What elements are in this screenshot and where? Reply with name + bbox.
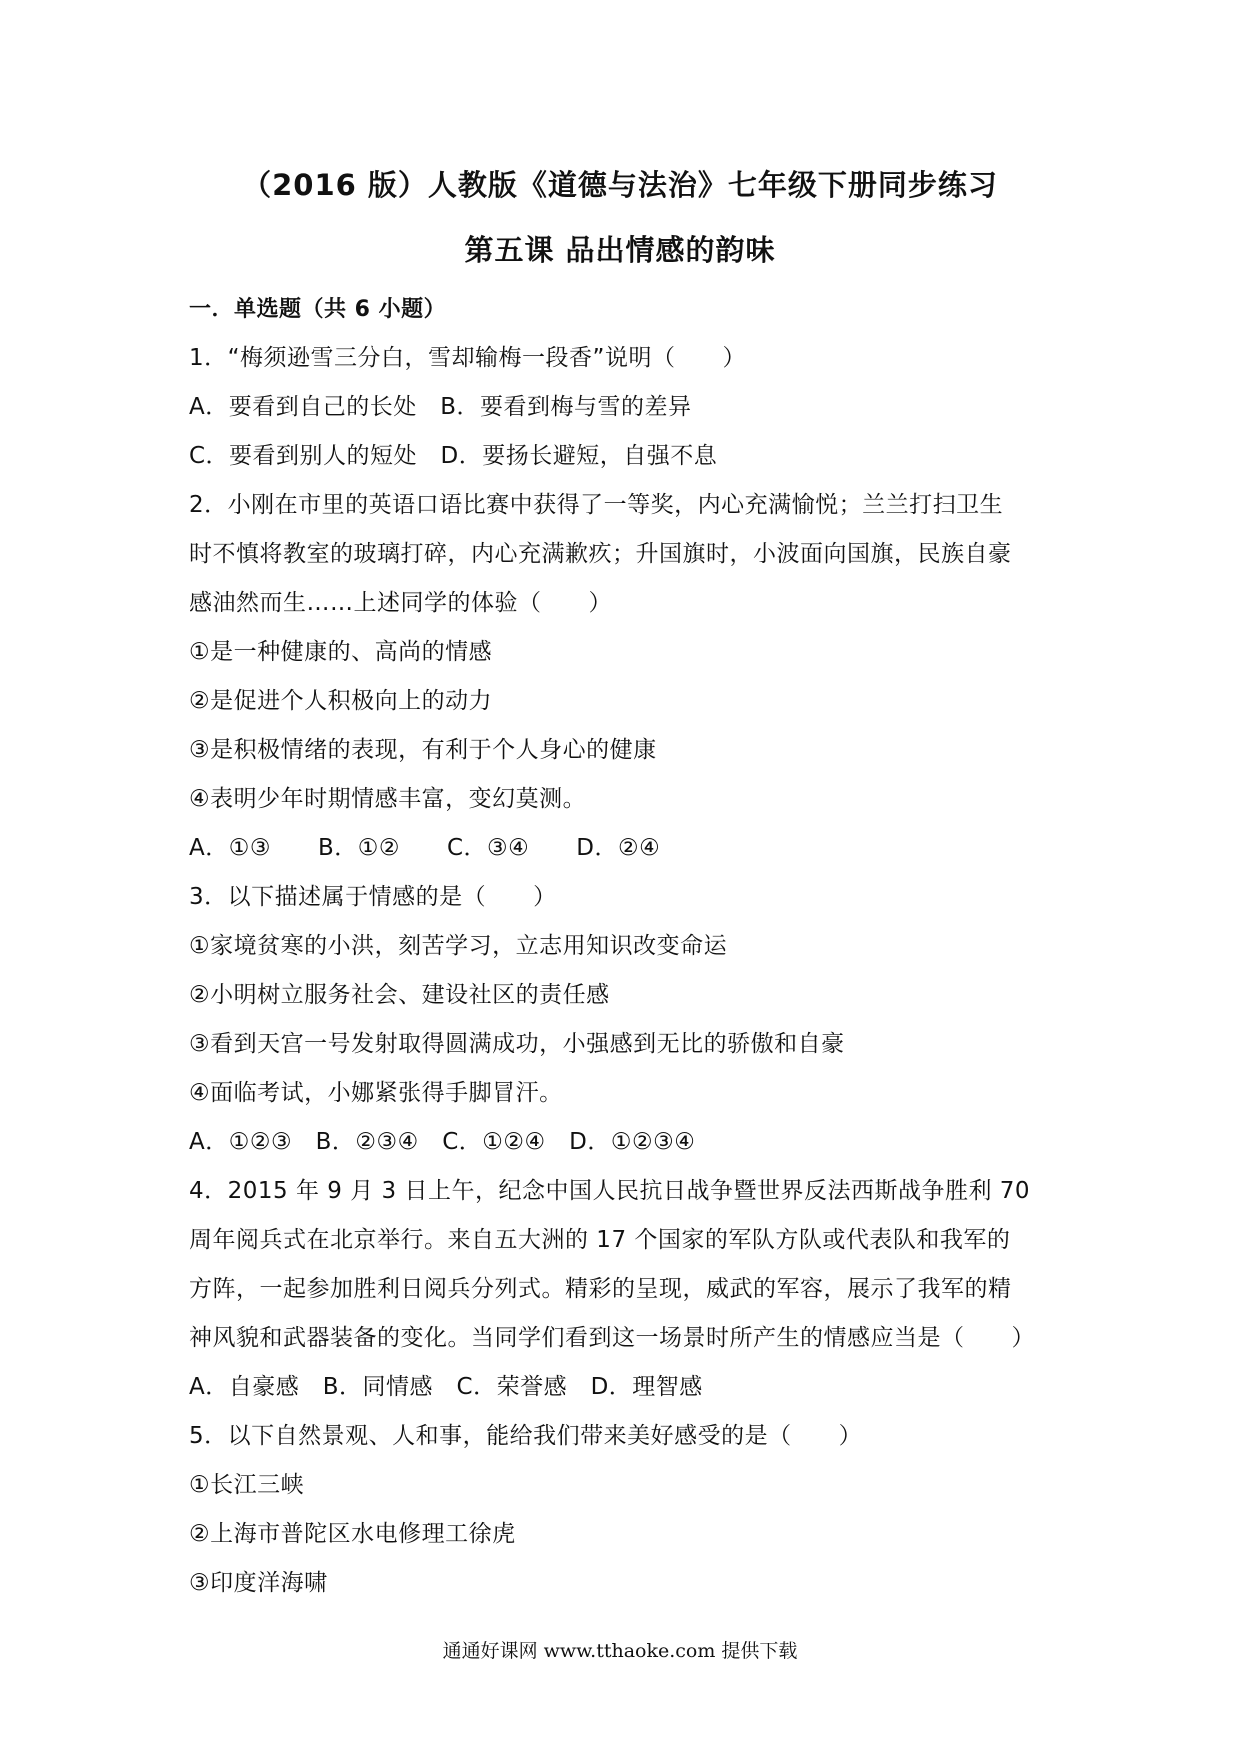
question-3-statement-1: ①家境贫寒的小洪，刻苦学习，立志用知识改变命运	[189, 933, 728, 959]
question-2-stem-line2: 时不慎将教室的玻璃打碎，内心充满歉疚；升国旗时，小波面向国旗，民族自豪	[189, 541, 1012, 567]
question-2-stem-line3: 感油然而生……上述同学的体验（ ）	[189, 590, 612, 616]
question-4-stem-line2: 周年阅兵式在北京举行。来自五大洲的 17 个国家的军队方队或代表队和我军的	[189, 1227, 1011, 1253]
lesson-title: 第五课 品出情感的韵味	[464, 233, 776, 267]
question-4-stem-line4: 神风貌和武器装备的变化。当同学们看到这一场景时所产生的情感应当是（ ）	[189, 1325, 1035, 1351]
question-5-stem: 5．以下自然景观、人和事，能给我们带来美好感受的是（ ）	[189, 1423, 863, 1449]
question-4-stem-line3: 方阵，一起参加胜利日阅兵分列式。精彩的呈现，威武的军容，展示了我军的精	[189, 1276, 1012, 1302]
question-3-stem: 3．以下描述属于情感的是（ ）	[189, 884, 557, 910]
section-heading: 一．单选题（共 6 小题）	[189, 297, 447, 322]
question-3-statement-4: ④面临考试，小娜紧张得手脚冒汗。	[189, 1080, 563, 1106]
question-content	[189, 285, 1069, 1608]
document-title: （2016 版）人教版《道德与法治》七年级下册同步练习	[242, 168, 998, 202]
question-3-statement-3: ③看到天宫一号发射取得圆满成功，小强感到无比的骄傲和自豪	[189, 1031, 845, 1057]
page-footer: 通通好课网 www.tthaoke.com 提供下载	[442, 1640, 798, 1662]
question-2-statement-3: ③是积极情绪的表现，有利于个人身心的健康	[189, 737, 657, 763]
question-1-stem: 1．“梅须逊雪三分白，雪却输梅一段香”说明（ ）	[189, 345, 746, 371]
question-3-statement-2: ②小明树立服务社会、建设社区的责任感	[189, 982, 610, 1008]
question-2-options: A．①③ B．①② C．③④ D．②④	[189, 835, 661, 861]
question-2-stem-line1: 2．小刚在市里的英语口语比赛中获得了一等奖，内心充满愉悦；兰兰打扫卫生	[189, 492, 1004, 518]
question-3-options: A．①②③ B．②③④ C．①②④ D．①②③④	[189, 1129, 696, 1155]
question-2-statement-1: ①是一种健康的、高尚的情感	[189, 639, 493, 665]
question-1-options-ab: A．要看到自己的长处 B．要看到梅与雪的差异	[189, 394, 692, 420]
question-2-statement-2: ②是促进个人积极向上的动力	[189, 688, 493, 714]
question-4-options: A．自豪感 B．同情感 C．荣誉感 D．理智感	[189, 1374, 703, 1400]
question-5-statement-3: ③印度洋海啸	[189, 1570, 328, 1596]
question-2-statement-4: ④表明少年时期情感丰富，变幻莫测。	[189, 786, 587, 812]
question-4-stem-line1: 4．2015 年 9 月 3 日上午，纪念中国人民抗日战争暨世界反法西斯战争胜利 70	[189, 1178, 1031, 1204]
question-1-options-cd: C．要看到别人的短处 D．要扬长避短，自强不息	[189, 443, 718, 469]
question-5-statement-1: ①长江三峡	[189, 1472, 305, 1498]
question-5-statement-2: ②上海市普陀区水电修理工徐虎	[189, 1521, 516, 1547]
